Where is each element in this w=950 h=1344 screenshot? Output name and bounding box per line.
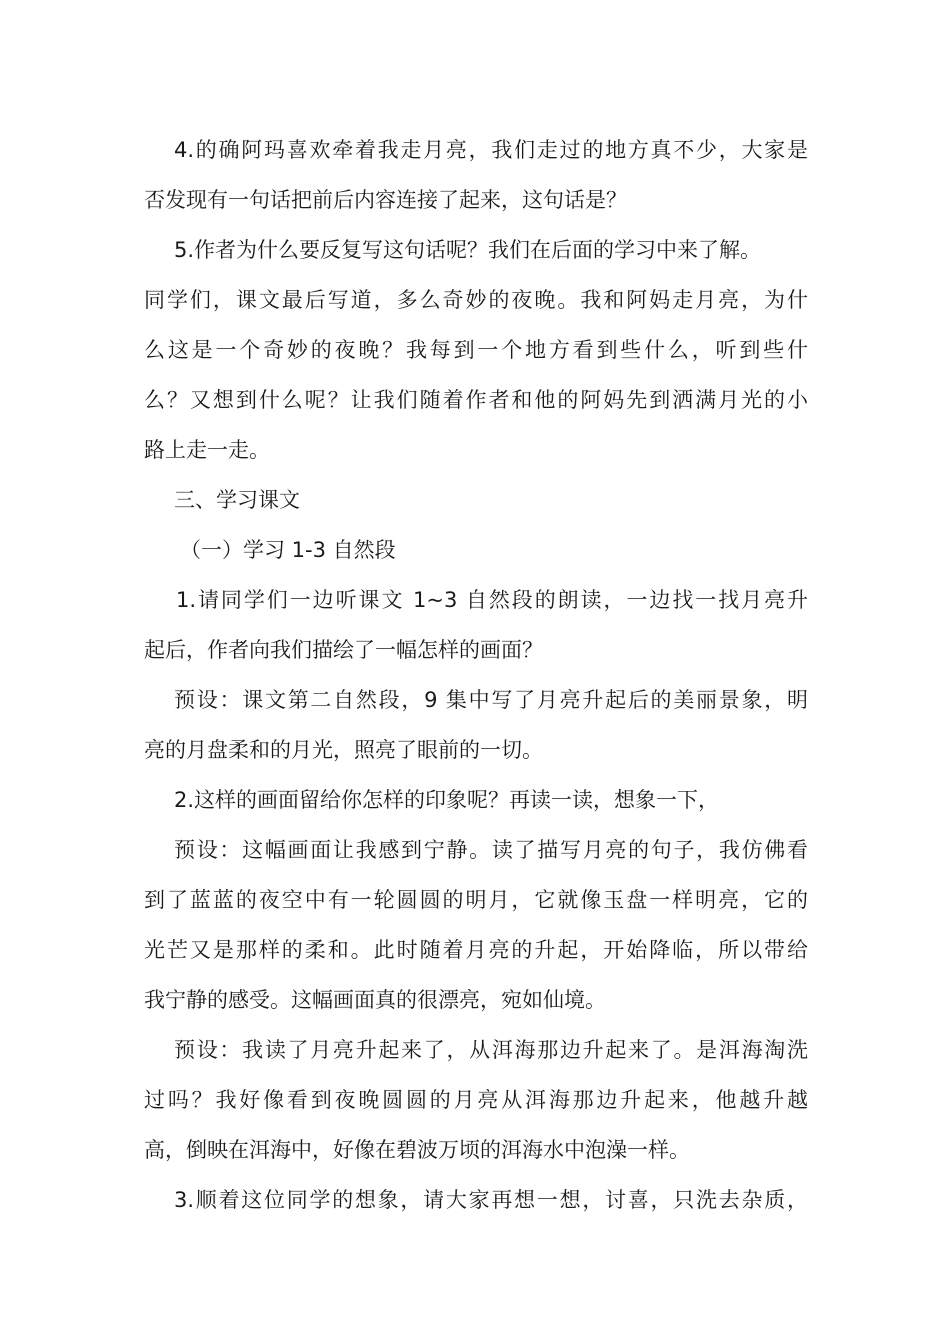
text-line: 么？又想到什么呢？让我们随着作者和他的阿妈先到洒满月光的小 <box>144 388 808 412</box>
text-line: 同学们，课文最后写道，多么奇妙的夜晚。我和阿妈走月亮，为什 <box>144 288 808 312</box>
text-line: 2.这样的画面留给你怎样的印象呢？再读一读，想象一下， <box>174 788 720 812</box>
text-line: 到了蓝蓝的夜空中有一轮圆圆的明月，它就像玉盘一样明亮，它的 <box>144 888 808 912</box>
text-line: 3.顺着这位同学的想象，请大家再想一想，讨喜，只洗去杂质， <box>174 1188 808 1212</box>
section-heading: 三、学习课文 <box>174 488 300 512</box>
text-line: 光芒又是那样的柔和。此时随着月亮的升起，开始降临，所以带给 <box>144 938 808 962</box>
text-line: 么这是一个奇妙的夜晚？我每到一个地方看到些什么，听到些什 <box>144 338 808 362</box>
text-line: 预设：我读了月亮升起来了，从洱海那边升起来了。是洱海淘洗 <box>174 1038 808 1062</box>
text-line: 亮的月盘柔和的月光，照亮了眼前的一切。 <box>144 738 543 762</box>
document-body <box>144 125 808 1225</box>
text-line: 高，倒映在洱海中，好像在碧波万顷的洱海水中泡澡一样。 <box>144 1138 690 1162</box>
text-line: 否发现有一句话把前后内容连接了起来，这句话是？ <box>144 188 627 212</box>
text-line: 路上走一走。 <box>144 438 270 462</box>
subsection-heading: （一）学习 1-3 自然段 <box>180 538 396 562</box>
text-line: 起后，作者向我们描绘了一幅怎样的画面？ <box>144 638 543 662</box>
text-line: 4.的确阿玛喜欢牵着我走月亮，我们走过的地方真不少，大家是 <box>174 138 808 162</box>
text-line: 1.请同学们一边听课文 1~3 自然段的朗读，一边找一找月亮升 <box>176 588 808 612</box>
text-line: 预设：课文第二自然段，9 集中写了月亮升起后的美丽景象，明 <box>174 688 808 712</box>
text-line: 过吗？我好像看到夜晚圆圆的月亮从洱海那边升起来，他越升越 <box>144 1088 808 1112</box>
text-line: 我宁静的感受。这幅画面真的很漂亮，宛如仙境。 <box>144 988 606 1012</box>
text-line: 预设：这幅画面让我感到宁静。读了描写月亮的句子，我仿佛看 <box>174 838 808 862</box>
text-line: 5.作者为什么要反复写这句话呢？我们在后面的学习中来了解。 <box>174 238 762 262</box>
